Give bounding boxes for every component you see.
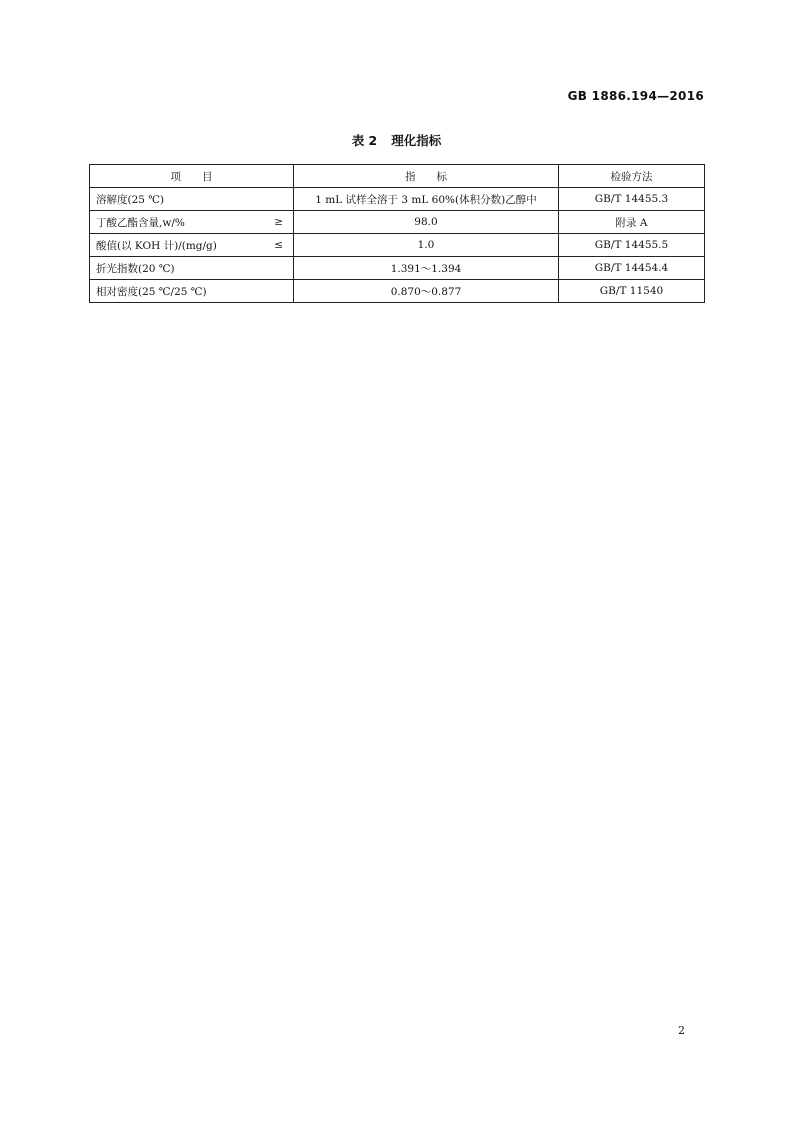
table-row bbox=[90, 211, 705, 234]
row-value-cell: 1.0 bbox=[294, 234, 559, 257]
row-method-cell: GB/T 14455.5 bbox=[559, 234, 705, 257]
row-item-label: 溶解度(25 ℃) bbox=[96, 193, 165, 206]
row-value-cell: 1.391～1.394 bbox=[294, 257, 559, 280]
row-value-cell: 98.0 bbox=[294, 211, 559, 234]
row-method-cell: GB/T 11540 bbox=[559, 280, 705, 303]
table-caption bbox=[0, 131, 793, 149]
standard-number-header: GB 1886.194—2016 bbox=[567, 89, 704, 103]
table-caption-number: 表 2 bbox=[351, 133, 378, 148]
row-value-cell: 0.870～0.877 bbox=[294, 280, 559, 303]
table-row bbox=[90, 257, 705, 280]
table-row bbox=[90, 188, 705, 211]
row-item-operator: ≤ bbox=[274, 239, 283, 251]
table-caption-title: 理化指标 bbox=[391, 133, 442, 148]
column-header-item: 项 目 bbox=[90, 165, 294, 188]
row-method-cell: GB/T 14454.4 bbox=[559, 257, 705, 280]
row-item-label: 丁酸乙酯含量,w/% bbox=[96, 216, 185, 229]
row-item-label: 酸值(以 KOH 计)/(mg/g) bbox=[96, 239, 217, 252]
row-item-cell bbox=[90, 234, 294, 257]
row-item-label: 相对密度(25 ℃/25 ℃) bbox=[96, 285, 207, 298]
table-row bbox=[90, 280, 705, 303]
column-header-test-method: 检验方法 bbox=[559, 165, 705, 188]
row-method-cell: GB/T 14455.3 bbox=[559, 188, 705, 211]
row-method-cell: 附录 A bbox=[559, 211, 705, 234]
row-item-cell bbox=[90, 280, 294, 303]
row-item-label: 折光指数(20 ℃) bbox=[96, 262, 175, 275]
row-item-cell bbox=[90, 188, 294, 211]
page-number: 2 bbox=[678, 1024, 685, 1037]
table-header-row bbox=[90, 165, 705, 188]
table-row bbox=[90, 234, 705, 257]
row-item-operator: ≥ bbox=[274, 216, 283, 228]
physicochemical-spec-table bbox=[89, 164, 705, 303]
row-value-cell: 1 mL 试样全溶于 3 mL 60%(体积分数)乙醇中 bbox=[294, 188, 559, 211]
row-item-cell bbox=[90, 211, 294, 234]
row-item-cell bbox=[90, 257, 294, 280]
column-header-specification: 指 标 bbox=[294, 165, 559, 188]
